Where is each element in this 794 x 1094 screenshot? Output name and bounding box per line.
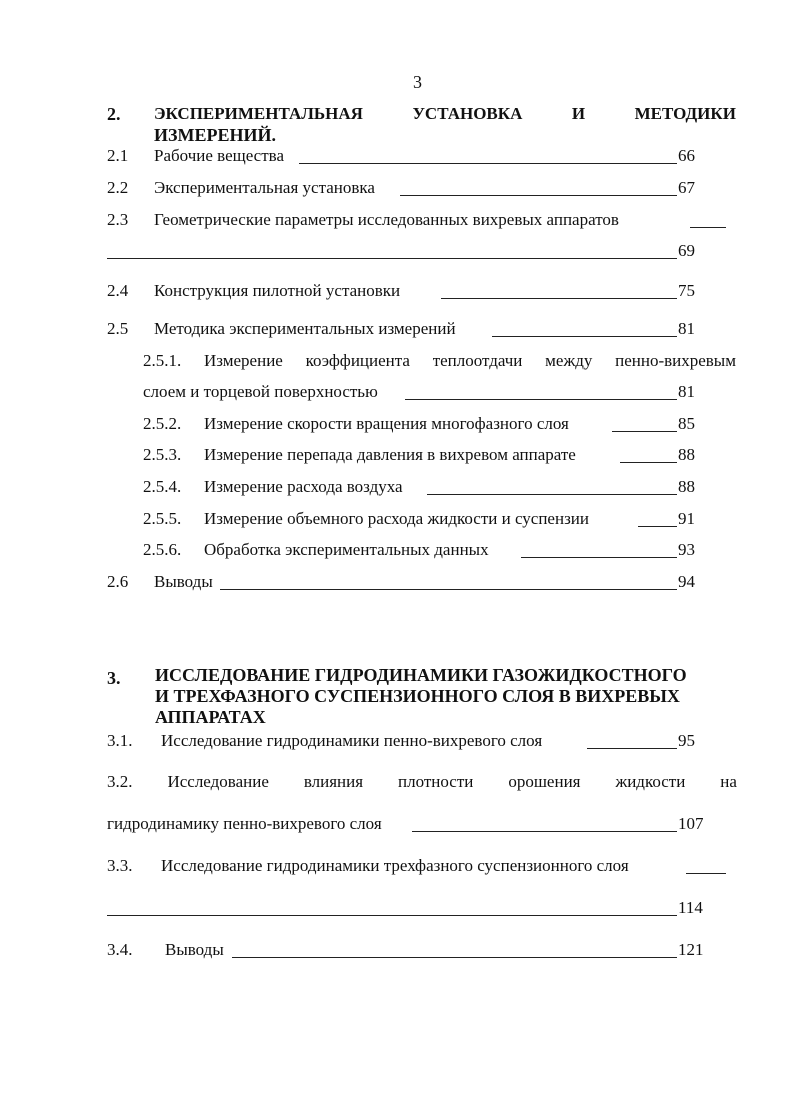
toc-word: 2.5.1.: [143, 351, 182, 370]
toc-leader-line: [587, 748, 677, 749]
toc-leader-line: [620, 462, 677, 463]
toc-page: 75: [678, 281, 695, 300]
title-word: ЭКСПЕРИМЕНТАЛЬНАЯ: [154, 104, 363, 123]
toc-num: 2.3: [107, 210, 129, 229]
toc-leader-line: [412, 831, 677, 832]
toc-page: 107: [678, 814, 704, 833]
toc-leader-line: [441, 298, 677, 299]
toc-page: 81: [678, 319, 695, 338]
toc-entry-title: Конструкция пилотной установки: [154, 281, 401, 300]
toc-page: 93: [678, 540, 695, 559]
toc-word: коэффициента: [305, 351, 410, 370]
toc-leader-line: [686, 873, 726, 874]
toc-num: 2.5: [107, 319, 129, 338]
toc-page: 88: [678, 477, 695, 496]
toc-entry-title: Выводы: [165, 940, 224, 959]
toc-word: влияния: [303, 772, 364, 791]
toc-num: 2.4: [107, 281, 129, 300]
toc-word: 3.2.: [107, 772, 133, 791]
toc-page: 67: [678, 178, 695, 197]
toc-entry-3-2-line2: гидродинамику пенно-вихревого слоя: [107, 814, 382, 833]
toc-entry-title: Исследование гидродинамики трехфазного суспензионного слоя: [161, 856, 629, 875]
toc-page: 91: [678, 509, 695, 528]
toc-entry-title: Измерение перепада давления в вихревом аппарате: [204, 445, 576, 464]
toc-num: 2.5.3.: [143, 445, 182, 464]
title-word: И: [571, 104, 586, 123]
toc-leader-line: [107, 915, 677, 916]
toc-leader-line: [612, 431, 677, 432]
section-2-number: 2.: [107, 104, 121, 124]
toc-page: 69: [678, 241, 695, 260]
section-2-title-line2: ИЗМЕРЕНИЙ.: [154, 125, 277, 145]
toc-page: 66: [678, 146, 695, 165]
page-number: 3: [413, 72, 422, 92]
toc-leader-line: [638, 526, 677, 527]
section-3-number: 3.: [107, 668, 121, 688]
toc-word: Исследование: [167, 772, 269, 791]
toc-leader-line: [232, 957, 677, 958]
toc-leader-line: [400, 195, 677, 196]
toc-word: жидкости: [615, 772, 686, 791]
toc-entry-title: Рабочие вещества: [154, 146, 285, 165]
toc-leader-line: [492, 336, 677, 337]
toc-num: 2.1: [107, 146, 129, 165]
toc-page: 95: [678, 731, 695, 750]
toc-page: 94: [678, 572, 695, 591]
toc-page: 81: [678, 382, 695, 401]
section-3-title-line: И ТРЕХФАЗНОГО СУСПЕНЗИОННОГО СЛОЯ В ВИХРЕВЫХ: [155, 686, 680, 706]
toc-word: орошения: [508, 772, 581, 791]
toc-entry-title: Обработка экспериментальных данных: [204, 540, 489, 559]
toc-page: 88: [678, 445, 695, 464]
toc-leader-line: [690, 227, 726, 228]
toc-leader-line: [521, 557, 677, 558]
toc-page: 121: [678, 940, 704, 959]
toc-entry-title: Измерение расхода воздуха: [204, 477, 403, 496]
toc-leader-line: [107, 258, 677, 259]
toc-leader-line: [427, 494, 677, 495]
section-2-title-line1: [154, 104, 736, 124]
toc-num: 2.2: [107, 178, 129, 197]
toc-entry-title: Экспериментальная установка: [154, 178, 375, 197]
toc-word: теплоотдачи: [432, 351, 523, 370]
toc-subentry-2-5-1-line1: [143, 351, 736, 371]
toc-num: 2.5.2.: [143, 414, 182, 433]
section-3-title-line: АППАРАТАХ: [155, 707, 266, 727]
toc-leader-line: [405, 399, 677, 400]
toc-subentry-2-5-1-line2: слоем и торцевой поверхностью: [143, 382, 378, 401]
toc-num: 2.6: [107, 572, 129, 591]
toc-page: 114: [678, 898, 703, 917]
toc-num: 2.5.5.: [143, 509, 182, 528]
toc-num: 2.5.6.: [143, 540, 182, 559]
toc-entry-3-2-line1: [107, 772, 737, 792]
toc-word: между: [545, 351, 593, 370]
toc-num: 3.1.: [107, 731, 133, 750]
toc-entry-title: Геометрические параметры исследованных вихревых аппаратов: [154, 210, 619, 229]
toc-word: Измерение: [204, 351, 283, 370]
toc-entry-title: Измерение объемного расхода жидкости и суспензии: [204, 509, 589, 528]
toc-page: 85: [678, 414, 695, 433]
toc-num: 2.5.4.: [143, 477, 182, 496]
toc-word: на: [720, 772, 737, 791]
toc-entry-title: Методика экспериментальных измерений: [154, 319, 456, 338]
toc-leader-line: [299, 163, 677, 164]
toc-word: пенно-вихревым: [615, 351, 736, 370]
toc-num: 3.3.: [107, 856, 133, 875]
toc-entry-title: Выводы: [154, 572, 213, 591]
section-3-title-line: ИССЛЕДОВАНИЕ ГИДРОДИНАМИКИ ГАЗОЖИДКОСТНОГО: [155, 665, 687, 685]
toc-num: 3.4.: [107, 940, 133, 959]
title-word: МЕТОДИКИ: [634, 104, 736, 123]
toc-entry-title: Исследование гидродинамики пенно-вихревого слоя: [161, 731, 543, 750]
toc-leader-line: [220, 589, 677, 590]
toc-word: плотности: [398, 772, 474, 791]
toc-entry-title: Измерение скорости вращения многофазного слоя: [204, 414, 569, 433]
title-word: УСТАНОВКА: [412, 104, 523, 123]
